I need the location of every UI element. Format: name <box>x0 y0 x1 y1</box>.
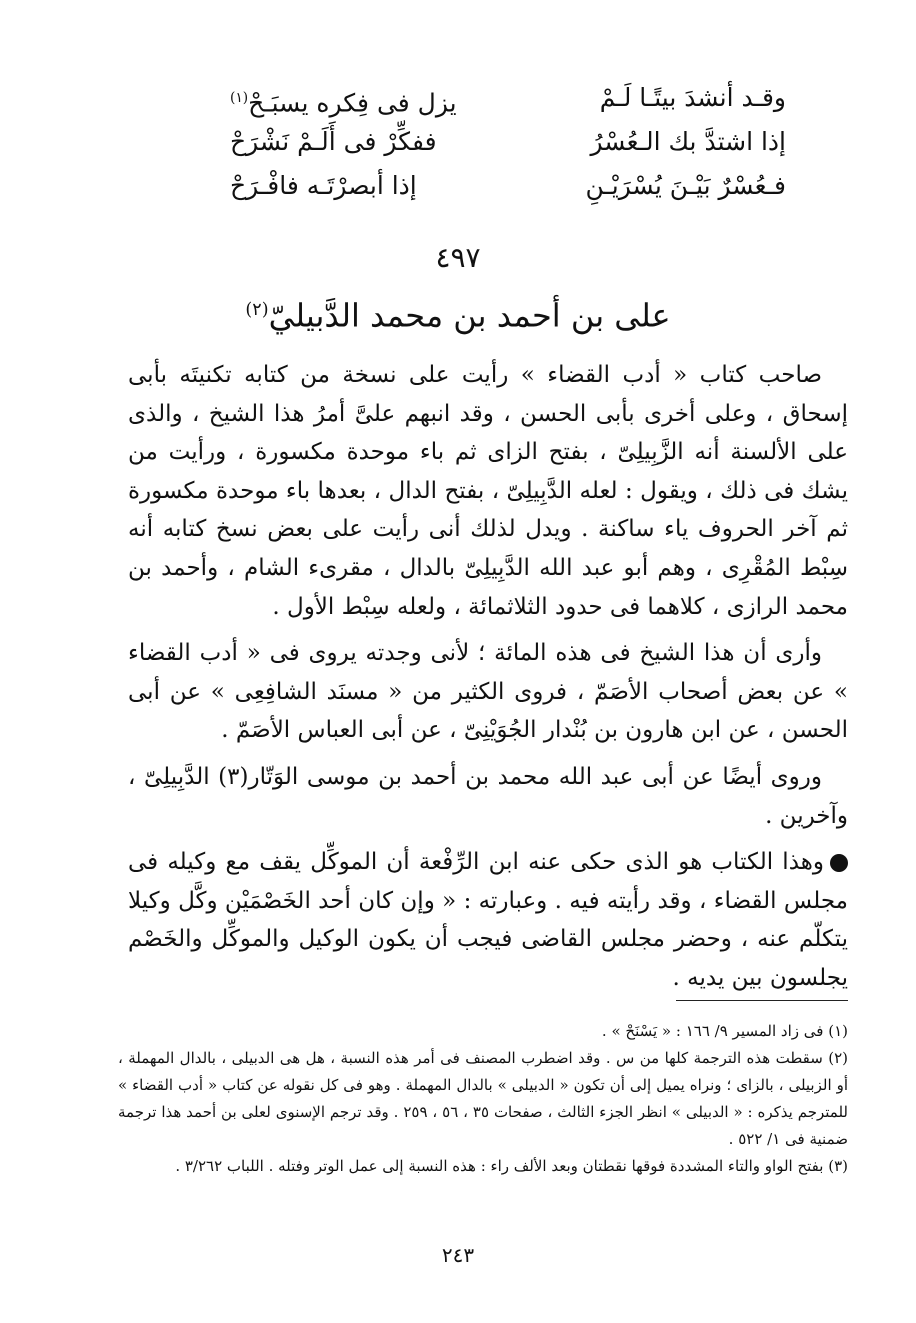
entry-body <box>128 356 848 1006</box>
body-paragraph: صاحب كتاب « أدب القضاء » رأيت على نسخة من كتابه تكنيتَه بأبى إسحاق ، وعلى أخرى بأبى الحسن ، وقد انبهم علىَّ أمرُ هذا الشيخ ، والذى على الألسنة أنه الزَّبِيلِىّ ، بفتح الزاى ثم باء موحدة مكسورة ، ورأيت من يشك فى ذلك ، ويقول : لعله الدَّبِيلِىّ ، بفتح الدال ، بعدها باء موحدة مكسورة ثم آخر الحروف ياء ساكنة . ويدل لذلك أنى رأيت على بعض نسخ كتابه أنه سِبْط المُقْرِى ، وهم أبو عبد الله الدَّبِيلِىّ بالدال ، مقرىء الشام ، وأحمد بن محمد الرازى ، كلاهما فى حدود الثلاثمائة ، ولعله سِبْط الأول . <box>128 362 848 620</box>
verse-first-hemistich: فـعُسْرٌ بَيْـنَ يُسْرَيْـنِ <box>585 171 786 200</box>
verse-second-hemistich: ففكِّرْ فى أَلَـمْ نَشْرَحْ <box>230 127 437 156</box>
body-paragraph: وروى أيضًا عن أبى عبد الله محمد بن أحمد بن موسى الوَتّار(٣) الدَّبِيلِىّ ، وآخرين . <box>128 763 848 829</box>
footnotes <box>118 1018 848 1180</box>
verse-first-hemistich: وقـد أنشدَ بيتًـا لَـمْ <box>599 83 786 112</box>
verse-second-hemistich: إذا أبصرْتَـه فافْـرَحْ <box>230 171 417 200</box>
poem-verse <box>230 120 786 164</box>
footnote: (١) فى زاد المسير ٩/ ١٦٦ : « يَسْنَحْ » . <box>601 1022 848 1040</box>
body-paragraph: وأرى أن هذا الشيخ فى هذه المائة ؛ لأنى وجدته يروى فى « أدب القضاء » عن بعض أصحاب الأصَمّ ، فروى الكثير من « مسنَد الشافِعِى » عن أبى الحسن ، عن ابن هارون بن بُنْدار الجُوَيْنِىّ ، عن أبى العباس الأصَمّ . <box>128 640 848 744</box>
poem-verse <box>230 76 786 120</box>
footnote: (٣) بفتح الواو والتاء المشددة فوقها نقطتان وبعد الألف راء : هذه النسبة إلى عمل الوتر وفتله . اللباب ٣/٢٦٢ . <box>175 1157 848 1175</box>
poem-verse <box>230 164 786 208</box>
page-number: ٢٤٣ <box>441 1243 475 1267</box>
verse-second-hemistich <box>230 76 457 125</box>
poem <box>230 76 786 208</box>
entry-number: ٤٩٧ <box>435 241 481 274</box>
footnote: (٢) سقطت هذه الترجمة كلها من س . وقد اضطرب المصنف فى أمر هذه النسبة ، هل هى الدبيلى ، بالدال المهملة ، أو الزبيلى ، بالزاى ؛ ونراه يميل إلى أن تكون « الدبيلى » بالدال المهملة . وهو فى كل نقوله عن كتاب « أدب القضاء » للمترجم يذكره : « الدبيلى » انظر الجزء الثالث ، صفحات ٣٥ ، ٥٦ ، ٢٥٩ . وقد ترجم الإسنوى لعلى بن أحمد هذا ترجمة ضمنية فى ١/ ٥٢٢ . <box>118 1049 848 1148</box>
body-paragraph-marked <box>128 843 848 997</box>
footnote-marker: (٢) <box>245 300 269 320</box>
bullet-dot-icon <box>830 854 848 872</box>
footnote-divider <box>676 1000 848 1001</box>
verse-first-hemistich: إذا اشتدَّ بك الـعُسْرُ <box>590 127 786 156</box>
entry-title <box>0 284 916 342</box>
footnote-marker: (١) <box>230 90 249 106</box>
verse-second-text: يزل فى فِكره يسبَـحْ <box>248 88 457 118</box>
entry-title-text: على بن أحمد بن محمد الدَّبيليّ <box>268 296 671 335</box>
body-paragraph-text: وهذا الكتاب هو الذى حكى عنه ابن الرِّفْعة أن الموكِّل يقف مع وكيله فى مجلس القضاء ، وقد رأيته فيه . وعبارته : « وإن كان أحد الخَصْمَيْن وكَّل وكيلا يتكلّم عنه ، وحضر مجلس القاضى فيجب أن يكون الوكيل والموكِّل والخَصْم يجلسون بين يديه . <box>128 849 848 991</box>
